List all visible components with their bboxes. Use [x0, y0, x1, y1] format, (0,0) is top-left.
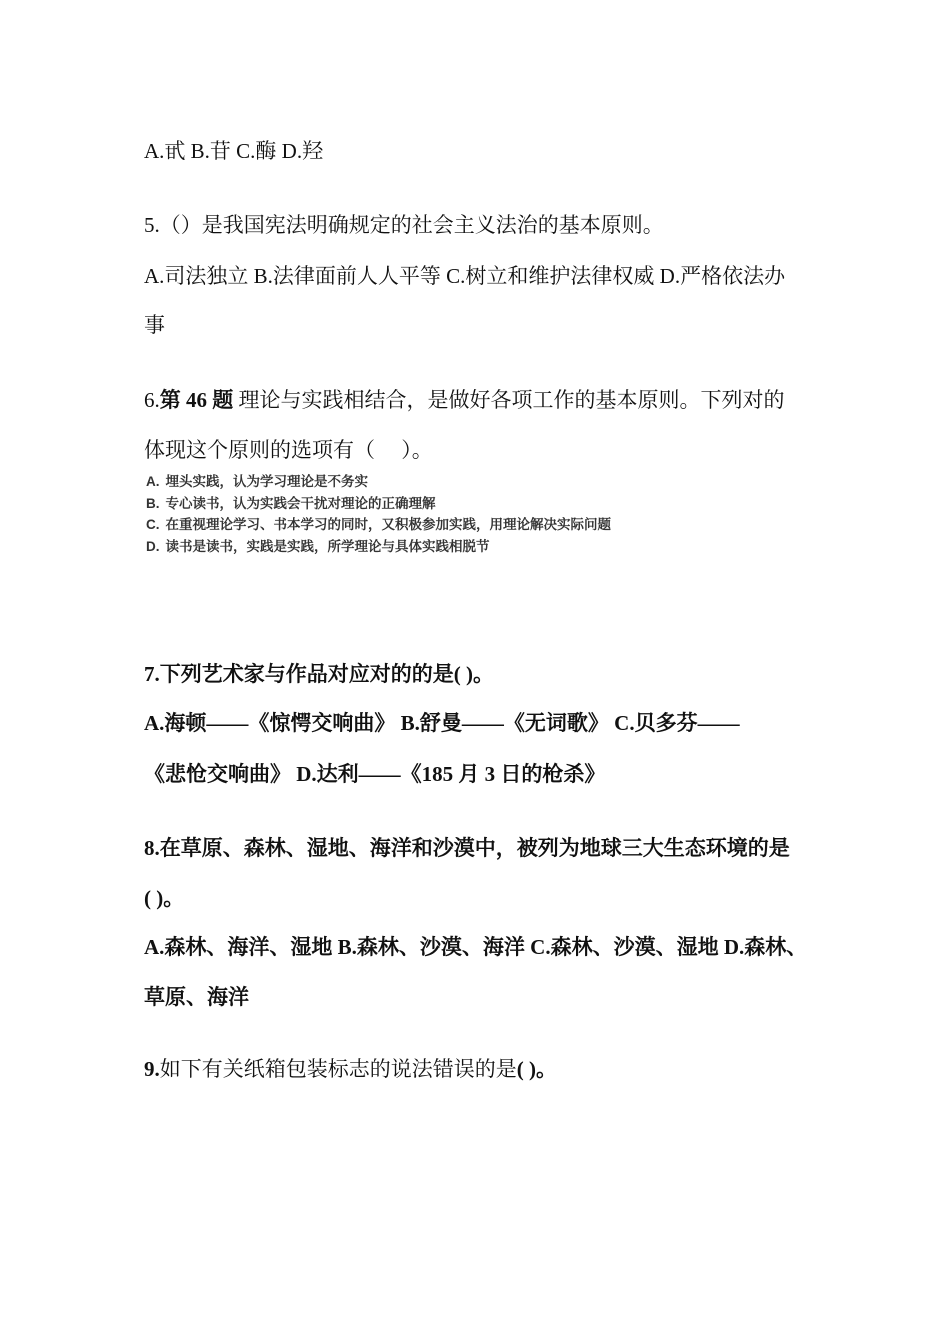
q6-option-label: B. [146, 496, 160, 511]
q6-option-a [146, 473, 368, 491]
q6-option-text: 读书是读书，实践是实践，所学理论与具体实践相脱节 [165, 539, 490, 555]
q6-stem-line2: 体现这个原则的选项有（ ）。 [144, 438, 433, 462]
q7-options-line1: A.海顿——《惊愕交响曲》 B.舒曼——《无词歌》 C.贝多芬—— [144, 711, 740, 735]
q6-stem-text: 理论与实践相结合，是做好各项工作的基本原则。下列对的 [233, 388, 785, 412]
q8-stem-line2: ( )。 [144, 886, 185, 910]
q5-options-line2: 事 [144, 313, 165, 337]
q6-option-d [146, 538, 490, 556]
q6-option-label: A. [146, 474, 160, 489]
q7-stem: 7.下列艺术家与作品对应对的的是( )。 [144, 662, 494, 686]
q6-stem-line1 [144, 386, 785, 414]
q6-option-c [146, 516, 611, 534]
q6-tag: 第 46 题 [159, 388, 234, 412]
q5-options-line1: A.司法独立 B.法律面前人人平等 C.树立和维护法律权威 D.严格依法办 [144, 264, 786, 288]
q4-options: A.甙 B.苷 C.酶 D.羟 [144, 139, 324, 163]
q6-option-text: 埋头实践，认为学习理论是不务实 [165, 474, 368, 490]
q6-option-label: D. [146, 539, 160, 554]
q8-stem-line1: 8.在草原、森林、湿地、海洋和沙漠中，被列为地球三大生态环境的是 [144, 836, 790, 860]
q8-options-line1: A.森林、海洋、湿地 B.森林、沙漠、海洋 C.森林、沙漠、湿地 D.森林、 [144, 935, 808, 959]
q6-option-text: 在重视理论学习、书本学习的同时，又积极参加实践，用理论解决实际问题 [165, 517, 611, 533]
q6-number: 6. [144, 388, 160, 412]
q6-option-label: C. [146, 517, 160, 532]
q9-number: 9. [144, 1057, 160, 1081]
q9-stem [144, 1055, 557, 1083]
q6-option-b [146, 495, 436, 513]
q8-options-line2: 草原、海洋 [144, 985, 249, 1009]
q7-options-line2: 《悲怆交响曲》 D.达利——《185 月 3 日的枪杀》 [144, 762, 606, 786]
q5-stem: 5.（）是我国宪法明确规定的社会主义法治的基本原则。 [144, 213, 664, 237]
q6-option-text: 专心读书，认为实践会干扰对理论的正确理解 [165, 496, 436, 512]
q9-stem-text: 如下有关纸箱包装标志的说法错误的是 [159, 1057, 517, 1081]
q9-tail: ( )。 [516, 1057, 557, 1081]
